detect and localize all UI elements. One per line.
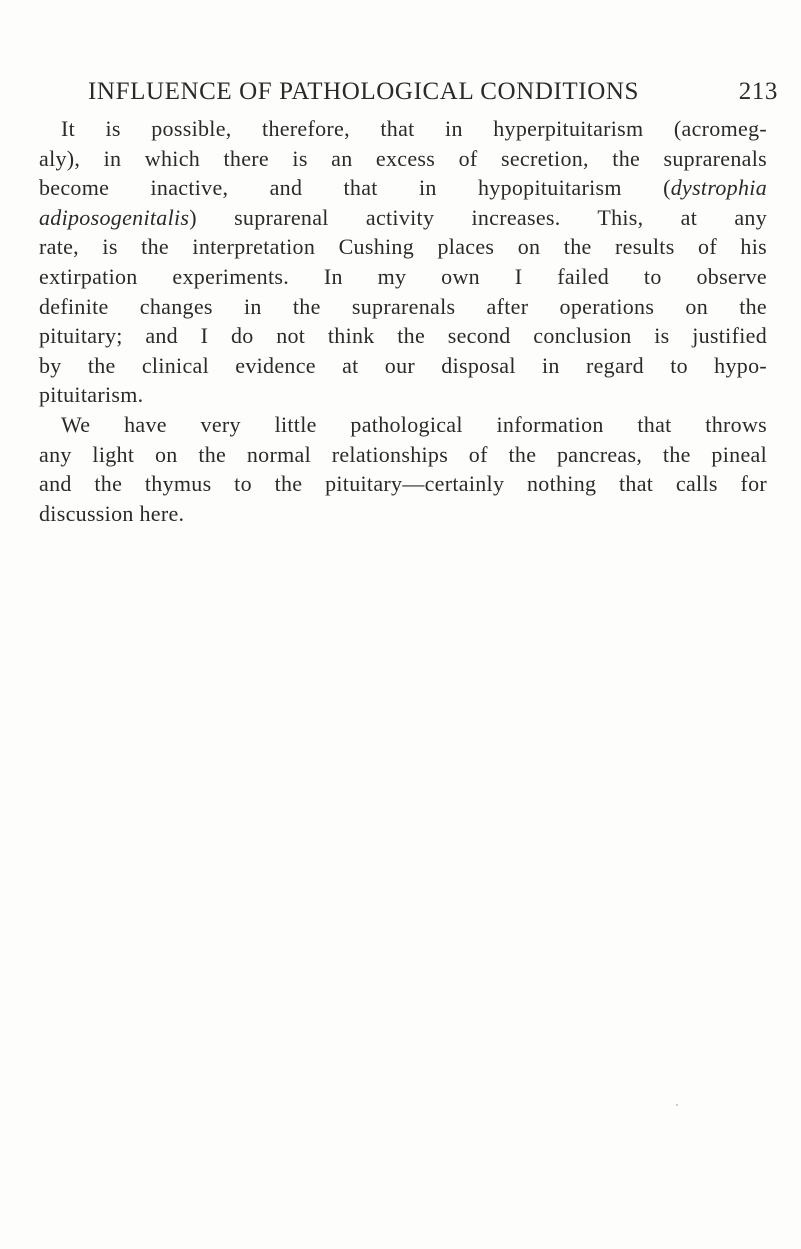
paragraph-1-line-7: definite changes in the suprarenals after operations on the: [39, 293, 767, 319]
paragraph-2-line-4: discussion here.: [39, 500, 185, 526]
paragraph-2-line-3: and the thymus to the pituitary—certainly nothing that calls for: [39, 471, 767, 497]
running-title: INFLUENCE OF PATHOLOGICAL CONDITIONS: [88, 78, 640, 105]
paragraph-1-line-10: pituitarism.: [39, 382, 144, 408]
paragraph-1-line-3-text: become inactive, and that in hypopituitarism (: [39, 175, 671, 201]
paper-speck: [676, 1104, 678, 1106]
body-text: [39, 114, 767, 528]
running-head: [88, 72, 778, 112]
paragraph-1-line-9: by the clinical evidence at our disposal in regard to hypo-: [39, 352, 767, 378]
paragraph-1-line-3: [39, 173, 767, 203]
page-number: 213: [738, 78, 778, 105]
paragraph-1-line-1: It is possible, therefore, that in hyperpituitarism (acromeg-: [61, 116, 767, 141]
italic-term-adiposogenitalis: adiposogenitalis: [39, 204, 190, 230]
paragraph-2-line-1: We have very little pathological information that throws: [61, 411, 767, 437]
paragraph-1-line-4: [39, 203, 767, 233]
paragraph-1-line-5: rate, is the interpretation Cushing places on the results of his: [39, 234, 767, 260]
paragraph-1-line-6: extirpation experiments. In my own I failed to observe: [39, 263, 767, 289]
paragraph-1-line-4-text: ) suprarenal activity increases. This, at any: [189, 204, 767, 230]
paragraph-1-line-8: pituitary; and I do not think the second conclusion is justified: [39, 323, 767, 349]
paragraph-2-line-2: any light on the normal relationships of the pancreas, the pineal: [39, 441, 767, 467]
paragraph-1-line-2: aly), in which there is an excess of secretion, the suprarenals: [39, 145, 767, 171]
italic-term-dystrophia: dystrophia: [670, 175, 767, 201]
